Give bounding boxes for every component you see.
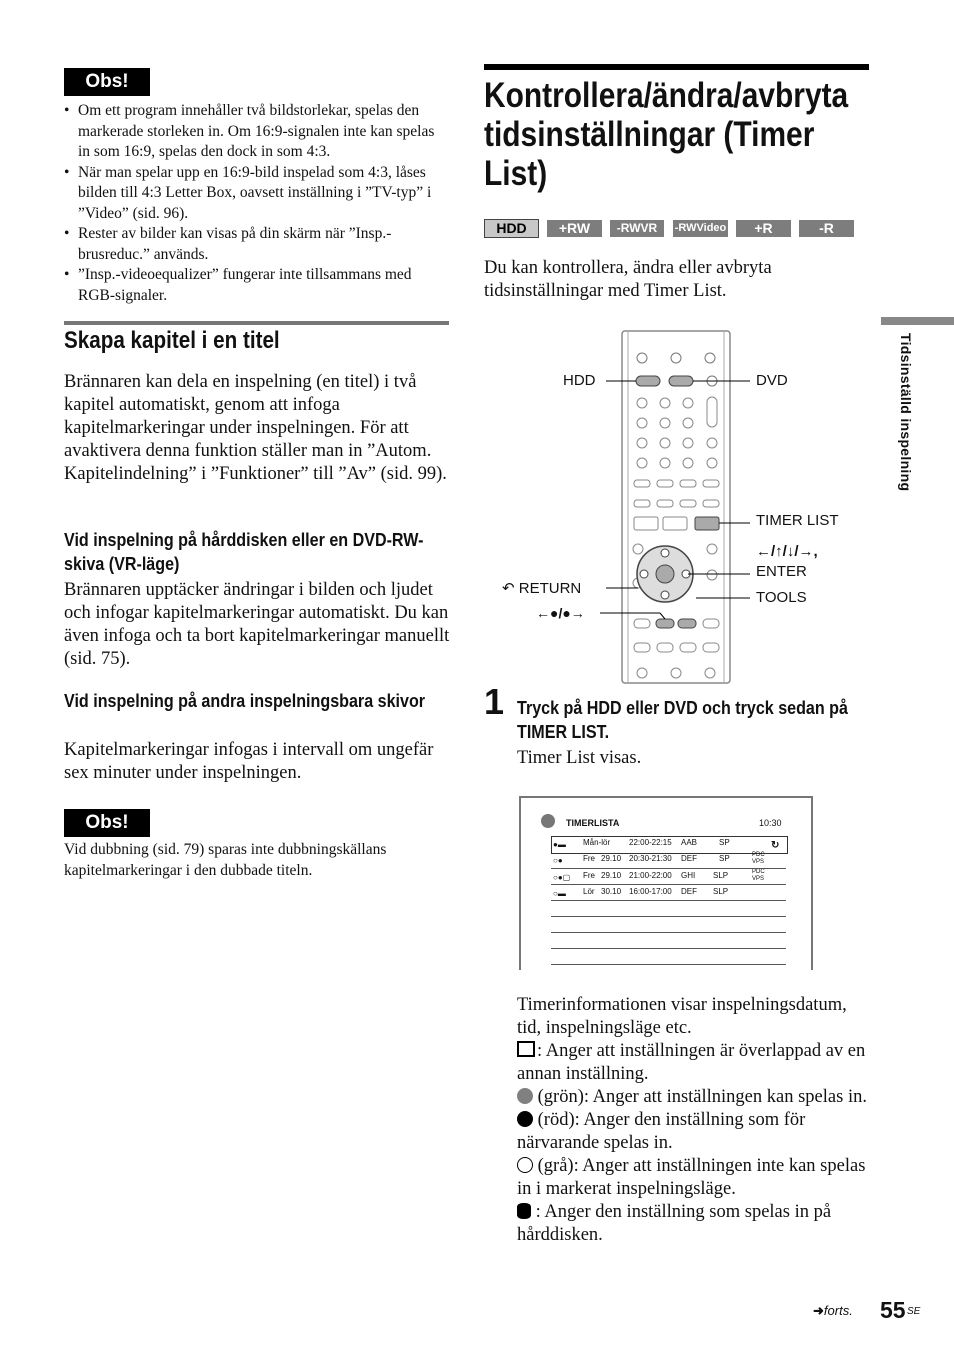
label-skip: ←●/●→ [536,605,585,621]
remote-illustration [500,325,860,685]
sub-body: Brännaren upptäcker ändringar i bilden och ljudet och infogar kapitelmarkeringar automatiskt. Du kan även infoga och ta bort kapitelmarkeringar manuellt (sid. 75). [64,580,450,669]
row-divider [551,884,786,885]
page-number: 55 [880,1297,906,1323]
enter-button [656,565,674,583]
step-sub: Timer List visas. [517,748,642,768]
return-icon: ↶ [502,580,519,597]
label-arrows: ←/↑/↓/→, [756,543,818,560]
obs-item: • Rester av bilder kan visas på din skärm när ”Insp.-brusreduc.” används. [64,224,450,265]
page-suffix: SE [907,1306,921,1317]
badge-minus-r: -R [799,220,854,237]
legend-item: : Anger att inställningen är överlappad av en annan inställning. [517,1041,866,1084]
right-intro: Du kan kontrollera, ändra eller avbryta tidsinställningar med Timer List. [484,258,772,301]
obs-list [64,101,450,306]
timer-list-button [695,517,719,530]
status-icons: ○● [553,856,563,865]
table-row[interactable]: ●▬ Mån-lör 22:00-22:15 AAB SP [553,838,730,849]
legend-item: (röd): Anger den inställning som för närvarande spelas in. [517,1110,806,1153]
obs-item: • Om ett program innehåller två bildstorlekar, spelas den markerade storleken in. Om 16:9-signalen inte kan spelas in som 16:9, spelas den dock in som 4:3. [64,101,450,163]
row-divider [551,964,786,965]
badge-plus-rw: +RW [547,220,602,237]
overlap-icon [517,1041,535,1057]
obs-label: Obs! [64,68,150,96]
title-rule [484,64,869,70]
table-row[interactable]: ○● Fre 29.10 20:30-21:30 DEF SP PDC VPS [553,852,765,865]
green-circle-icon [517,1088,533,1104]
red-circle-icon [517,1111,533,1127]
badge-hdd: HDD [484,219,539,238]
label-hdd: HDD [563,372,596,389]
hdd-button [636,376,660,386]
side-tab-label: Tidsinställd inspelning [898,333,914,492]
label-dvd: DVD [756,372,788,389]
status-icons: ○●▢ [553,873,571,882]
label-return: ↶ RETURN [502,580,582,597]
step-number: 1 [484,681,505,722]
hdd-icon [517,1203,531,1219]
label-timer-list: TIMER LIST [756,512,839,529]
sub-body: Kapitelmarkeringar infogas i intervall om ungefär sex minuter under inspelningen. [64,740,434,783]
side-tab-bar [881,317,954,325]
row-divider [551,868,786,869]
status-icons: ○▬ [553,889,566,898]
legend-item: : Anger den inställning som spelas in på hårddisken. [517,1202,832,1245]
label-enter: ENTER [756,563,807,580]
section-intro: Brännaren kan dela en inspelning (en titel) i två kapitel automatiskt, genom att infoga kapitelmarkeringar under inspelningen. För att avaktivera denna funktion ställer man in ”Autom. Kapitelindelning” i ”Funktioner” till ”Av” (sid. 99). [64,372,447,484]
row-divider [551,900,786,901]
badge-rw-video: -RWVideo [673,220,728,237]
legend-block [517,994,869,1247]
timer-list-screen [519,796,813,970]
screen-title: TIMERLISTA [566,818,620,828]
obs-text: Vid dubbning (sid. 79) sparas inte dubbningskällans kapitelmarkeringar i den dubbade titeln. [64,841,387,879]
screen-time: 10:30 [759,818,782,828]
obs-item: • ”Insp.-videoequalizer” fungerar inte tillsammans med RGB-signaler. [64,265,450,306]
row-divider [551,932,786,933]
grey-circle-icon [517,1157,533,1173]
badge-rw-vr: -RWVR [610,220,664,237]
legend-intro: Timerinformationen visar inspelningsdatum, tid, inspelningsläge etc. [517,995,847,1038]
row-divider [551,916,786,917]
legend-item: (grön): Anger att inställningen kan spelas in. [517,1086,869,1109]
subheading: Vid inspelning på andra inspelningsbara skivor [64,690,426,711]
section-title: Skapa kapitel i en titel [64,327,280,354]
obs-label: Obs! [64,809,150,837]
status-icons: ●▬ [553,840,566,849]
table-row[interactable]: ○●▢ Fre 29.10 21:00-22:00 GHI SLP PDC VPS [553,869,765,882]
arrow-right-icon: ➜ [813,1303,824,1318]
label-tools: TOOLS [756,589,807,606]
row-divider [551,948,786,949]
page-title: Kontrollera/ändra/avbryta tidsinställningar (Timer List) [484,76,849,193]
badge-plus-r: +R [736,220,791,237]
section-rule [64,321,449,325]
table-row[interactable]: ○▬ Lör 30.10 16:00-17:00 DEF SLP [553,887,729,898]
repeat-icon: ↻ [771,840,780,851]
continued-note: ➜forts. [813,1303,853,1318]
timer-clock-icon [541,814,555,828]
disc-badges [484,219,864,238]
obs-item: • När man spelar upp en 16:9-bild inspelad som 4:3, låses bilden till 4:3 Letter Box, oavsett inställning i ”TV-typ” i ”Video” (sid. 96). [64,163,450,225]
dvd-button [669,376,693,386]
legend-item: (grå): Anger att inställningen inte kan spelas in i markerat inspelningsläge. [517,1156,866,1199]
step-text: Tryck på HDD eller DVD och tryck sedan på TIMER LIST. [517,697,848,742]
subheading: Vid inspelning på hårddisken eller en DVD-RW-skiva (VR-läge) [64,529,424,574]
